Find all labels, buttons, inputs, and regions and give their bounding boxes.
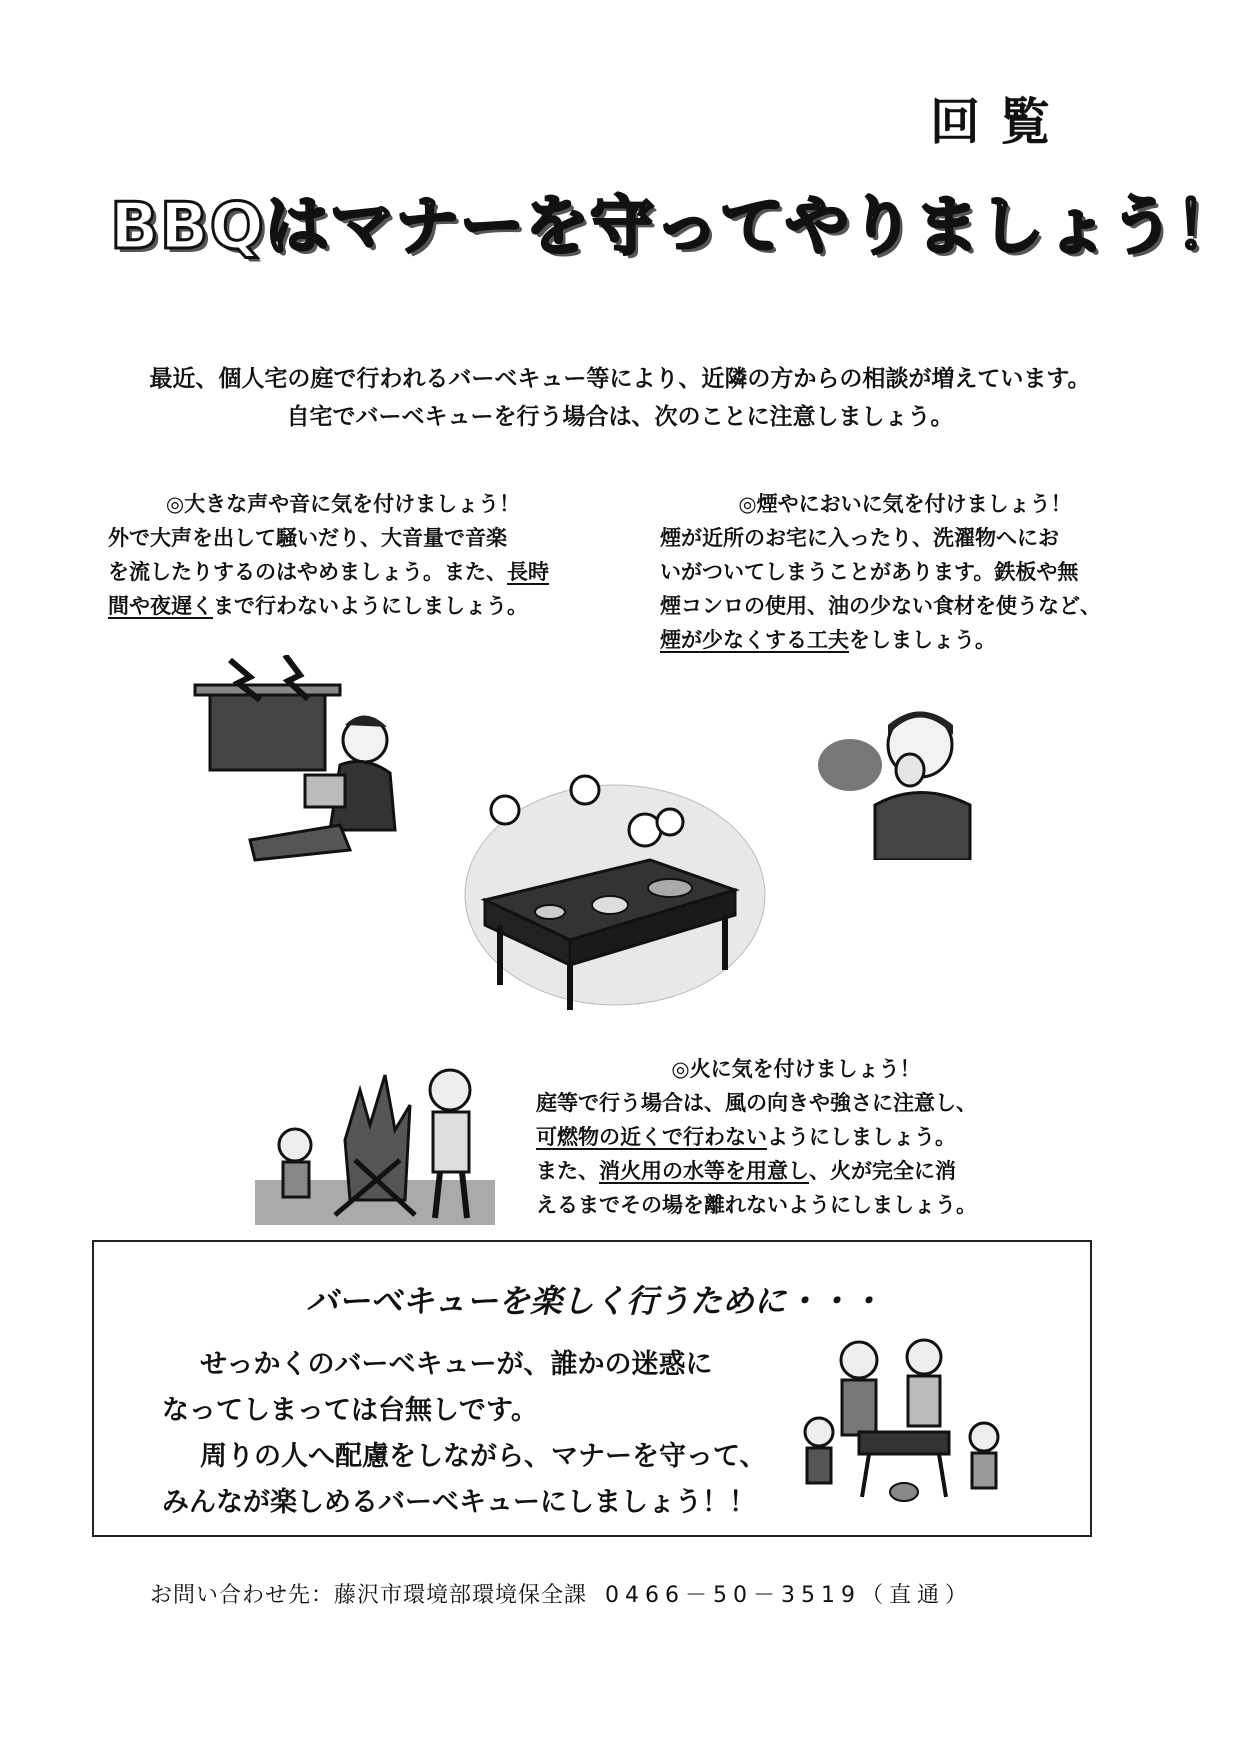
page-title: BBQはマナーを守ってやりましょう！ [110,190,1240,264]
smoke-illustration [815,680,975,860]
fire-line-3-underlined: 消火用の水等を用意し [599,1159,809,1183]
intro-line-1: 最近、個人宅の庭で行われるバーベキュー等により、近隣の方からの相談が増えています。 [149,366,1091,392]
smoke-line-3: 煙コンロの使用、油の少ない食材を使うなど、 [660,594,1101,618]
box-line-4: みんなが楽しめるバーベキューにしましょう！！ [162,1487,756,1518]
fire-line-3-prefix: また、 [536,1159,599,1183]
fire-line-2 [536,1120,1056,1154]
box-line-1: せっかくのバーベキューが、誰かの迷惑に [200,1349,713,1380]
intro-line-2: 自宅でバーベキューを行う場合は、次のことに注意しましょう。 [286,404,954,430]
noise-line-3-underlined: 間や夜遅く [108,594,213,618]
family-bbq-illustration [784,1332,1034,1512]
circular-label: 回覧 [930,93,1070,151]
smoke-section [660,487,1150,657]
contact-label: お問い合わせ先：藤沢市環境部環境保全課 [150,1583,588,1608]
fire-line-1: 庭等で行う場合は、風の向きや強さに注意し、 [536,1091,977,1115]
fire-line-2-text: ようにしましょう。 [767,1125,956,1149]
box-line-3: 周りの人へ配慮をしながら、マナーを守って、 [200,1441,767,1472]
fire-section [536,1052,1056,1222]
box-title: バーベキューを楽しく行うために・・・ [305,1282,882,1320]
person-covering-nose-icon [875,712,970,861]
fire-illustration [255,1050,495,1230]
smoke-line-1: 煙が近所のお宅に入ったり、洗濯物へにお [660,526,1059,550]
loud-noise-icon [195,655,340,770]
fire-line-3 [536,1154,1056,1188]
smoke-line-4-text: をしましょう。 [849,628,996,652]
smoke-heading: ◎煙やにおいに気を付けましょう！ [738,492,1072,516]
smoke-line-2: いがついてしまうことがあります。鉄板や無 [660,560,1079,584]
noise-line-3-text: まで行わないようにしましょう。 [213,594,528,618]
intro-text [60,360,1180,436]
fire-line-3-text: 、火が完全に消 [809,1159,956,1183]
fire-line-2-underlined: 可燃物の近くで行わない [536,1125,767,1149]
smoke-cloud-icon [818,739,882,791]
family-icon [805,1340,998,1488]
contact-info [150,1578,1090,1609]
contact-phone: 0466－50－3519（直通） [605,1583,973,1608]
noise-section [108,487,578,623]
noise-line-1: 外で大声を出して騒いだり、大音量で音楽 [108,526,507,550]
enjoy-bbq-box [92,1240,1092,1537]
dog-icon [890,1483,918,1501]
scared-child-icon [279,1129,311,1197]
smoke-line-4-underlined: 煙が少なくする工夫 [660,628,849,652]
noise-line-3 [108,589,578,623]
noise-line-2-text: を流したりするのはやめましょう。また、 [108,560,507,584]
noise-line-2-underlined: 長時 [507,560,549,584]
noise-line-2 [108,555,578,589]
smoke-line-4 [660,623,1150,657]
noise-illustration [190,655,420,870]
noise-heading: ◎大きな声や音に気を付けましょう！ [165,492,521,516]
fire-line-4: えるまでその場を離れないようにしましょう。 [536,1193,977,1217]
box-body [162,1342,802,1526]
box-line-2: なってしまっては台無しです。 [162,1395,538,1426]
fire-heading: ◎火に気を付けましょう！ [671,1057,921,1081]
grill-illustration [460,770,770,1015]
